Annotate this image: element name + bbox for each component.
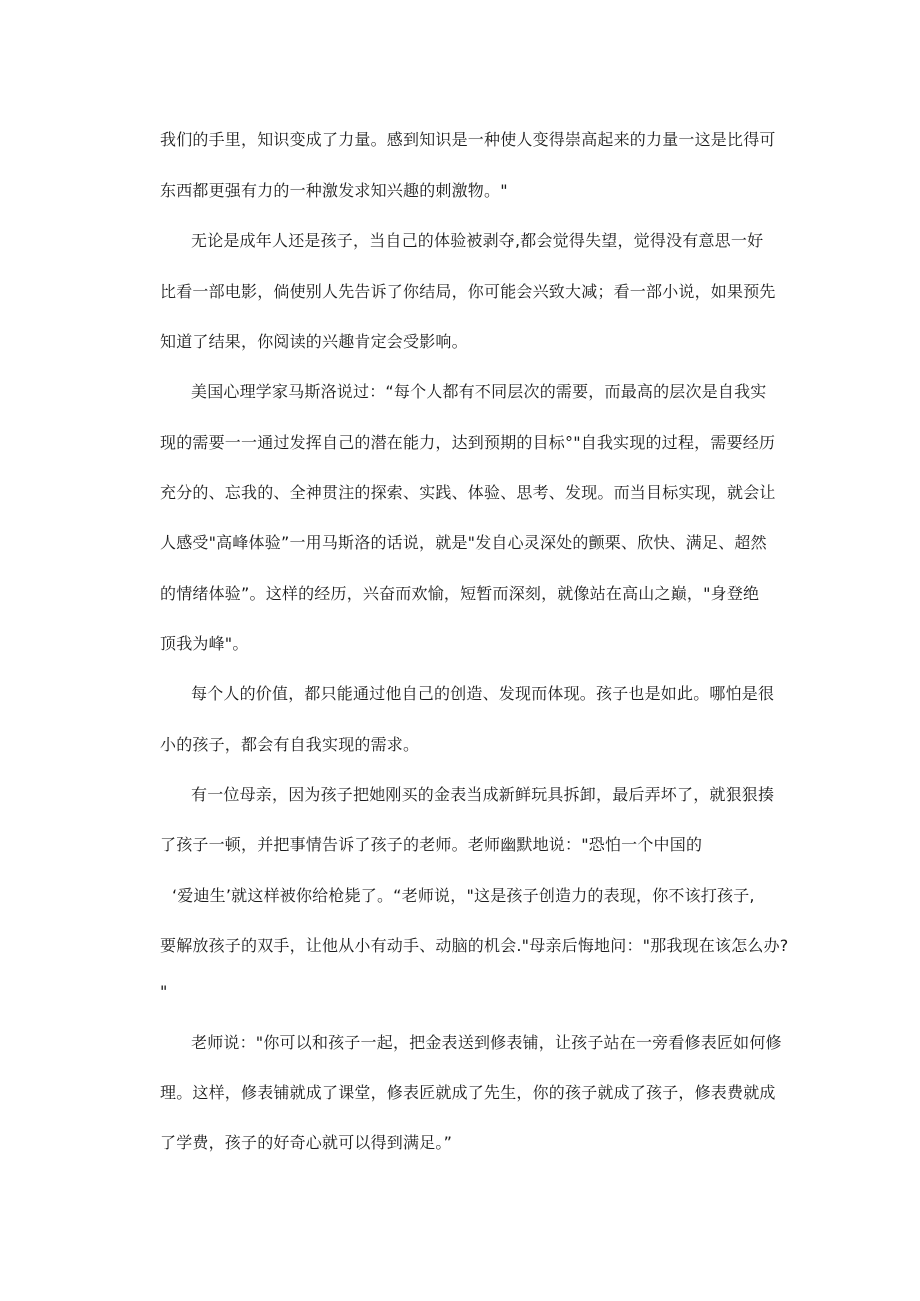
text-line: 东西都更强有力的一种激发求知兴趣的刺激物。" — [160, 181, 508, 200]
text-line: 要解放孩子的双手，让他从小有动手、动脑的机会."母亲后悔地问："那我现在该怎么办? — [160, 936, 789, 955]
text-line: " — [160, 982, 168, 1001]
text-line: ‘爱迪生’就这样被你给枪毙了。“老师说，"这是孩子创造力的表现，你不该打孩子, — [172, 886, 755, 905]
text-line: 了孩子一顿，并把事情告诉了孩子的老师。老师幽默地说："恐怕一个中国的 — [160, 835, 703, 854]
text-line: 的情绪体验”。这样的经历，兴奋而欢愉，短暂而深刻，就像站在高山之巅，"身登绝 — [160, 584, 760, 603]
text-line: 顶我为峰"。 — [160, 634, 249, 653]
text-line: 充分的、忘我的、全神贯注的探索、实践、体验、思考、发现。而当目标实现，就会让 — [160, 483, 776, 502]
text-line: 美国心理学家马斯洛说过：“每个人都有不同层次的需要，而最高的层次是自我实 — [191, 382, 767, 401]
text-line: 了学费，孩子的好奇心就可以得到满足。” — [160, 1133, 453, 1152]
text-line: 人感受"高峰体验”一用马斯洛的话说，就是"发自心灵深处的颤栗、欣快、满足、超然 — [160, 533, 767, 552]
text-line: 理。这样，修表铺就成了课堂，修表匠就成了先生，你的孩子就成了孩子，修表费就成 — [160, 1083, 776, 1102]
text-line: 现的需要一一通过发挥自己的潜在能力，达到预期的目标°"自我实现的过程，需要经历 — [160, 433, 776, 452]
text-line: 有一位母亲，因为孩子把她刚买的金表当成新鲜玩具拆卸，最后弄坏了，就狠狠揍 — [191, 785, 775, 804]
text-line: 我们的手里，知识变成了力量。感到知识是一种使人变得崇高起来的力量一这是比得可 — [160, 130, 776, 149]
text-line: 每个人的价值，都只能通过他自己的创造、发现而体现。孩子也是如此。哪怕是很 — [191, 684, 775, 703]
text-line: 比看一部电影，倘使别人先告诉了你结局，你可能会兴致大减；看一部小说，如果预先 — [160, 282, 776, 301]
text-line: 小的孩子，都会有自我实现的需求。 — [160, 735, 420, 754]
text-line: 无论是成年人还是孩子，当自己的体验被剥夺,都会觉得失望，觉得没有意思一好 — [191, 231, 764, 250]
text-line: 知道了结果，你阅读的兴趣肯定会受影响。 — [160, 332, 468, 351]
text-line: 老师说："你可以和孩子一起，把金表送到修表铺，让孩子站在一旁看修表匠如何修 — [191, 1033, 782, 1052]
